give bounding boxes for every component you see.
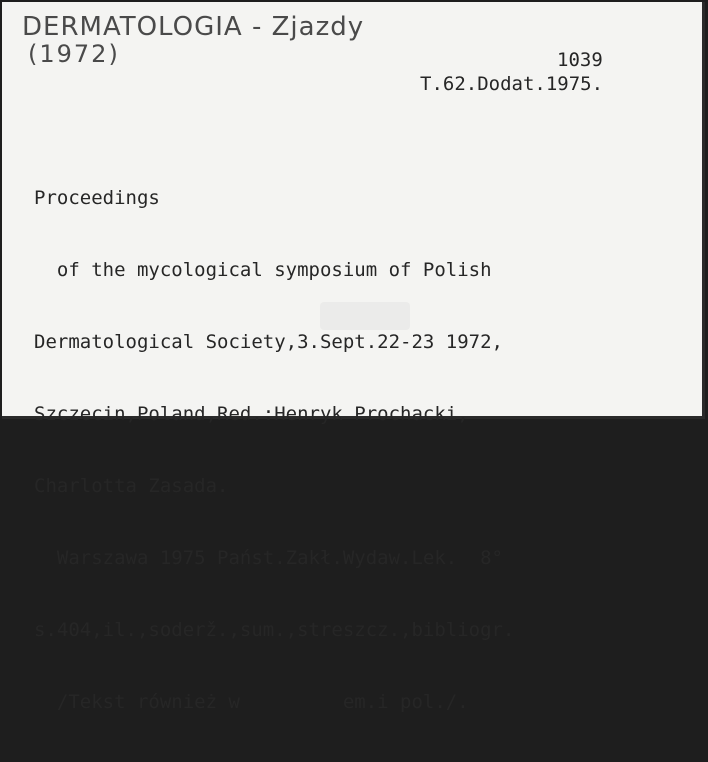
entry-line: s.404,il.,soderž.,sum.,streszcz.,bibliogr. xyxy=(34,619,515,641)
call-number: 1039 xyxy=(557,49,603,71)
entry-line: Warszawa 1975 Państ.Zakł.Wydaw.Lek. 8° xyxy=(34,547,503,569)
subject-heading: DERMATOLOGIA - Zjazdy xyxy=(22,12,365,42)
catalog-card xyxy=(2,2,705,713)
bibliographic-entry xyxy=(34,138,514,762)
entry-line: Charlotta Zasada. xyxy=(34,475,229,497)
entry-line: /Tekst również w em.i pol./. xyxy=(34,691,469,713)
entry-line: of the mycological symposium of Polish xyxy=(34,259,492,281)
faded-area xyxy=(320,302,410,330)
subject-year: (1972) xyxy=(28,40,120,68)
series-designation: T.62.Dodat.1975. xyxy=(420,73,604,95)
entry-line: Dermatological Society,3.Sept.22-23 1972, xyxy=(34,331,503,353)
entry-line: Proceedings xyxy=(34,187,160,209)
entry-line: Szczecin,Poland,Red.:Henryk Prochacki, xyxy=(34,403,469,425)
